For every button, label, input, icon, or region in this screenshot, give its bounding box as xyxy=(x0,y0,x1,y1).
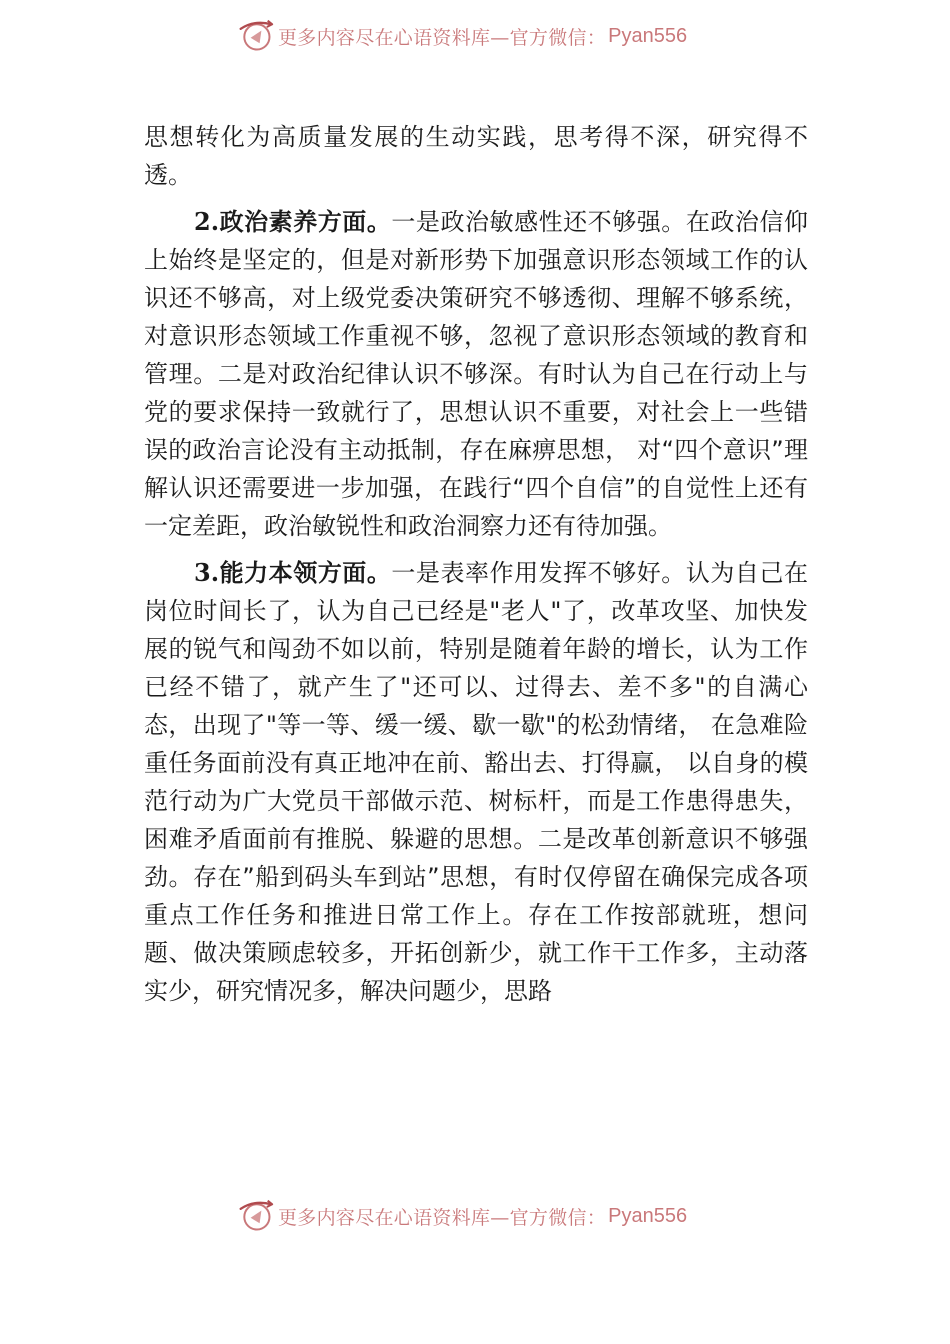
document-body xyxy=(144,118,808,1010)
banner-text: 更多内容尽在心语资料库—官方微信： xyxy=(278,26,607,49)
brand-logo-icon xyxy=(238,1198,274,1234)
section-3-number: 3. xyxy=(194,558,220,587)
section-3-body: 一是表率作用发挥不够好。认为自己在岗位时间长了，认为自己已经是"老人"了，改革攻坚、加快发展的锐气和闯劲不如以前，特别是随着年龄的增长，认为工作已经不错了，就产生了"还可以、过得去、差不多"的自满心态，出现了"等一等、缓一缓、歇一歇"的松劲情绪， 在急难险重任务面前没有真正地冲在前、豁出去、打得赢， 以自身的模范行动为广大党员干部做示范、树标杆，而是工作患得患失，困难矛盾面前有推脱、躲避的思想。二是改革创新意识不够强劲。存在”船到码头车到站”思想，有时仅停留在确保完成各项重点工作任务和推进日常工作上。存在工作按部就班，想问题、做决策顾虑较多，开拓创新少，就工作干工作多，主动落实少，研究情况多，解决问题少，思路 xyxy=(144,559,808,1005)
section-2-heading: 政治素养方面。 xyxy=(219,208,392,236)
paragraph-continuation: 思想转化为高质量发展的生动实践，思考得不深，研究得不透。 xyxy=(144,123,808,189)
banner-wechat-id: Pyan556 xyxy=(608,1204,688,1227)
brand-logo-icon xyxy=(238,18,274,54)
header-banner xyxy=(238,16,687,56)
section-2-body: 一是政治敏感性还不够强。在政治信仰上始终是坚定的，但是对新形势下加强意识形态领域工作的认识还不够高，对上级党委决策研究不够透彻、理解不够系统，对意识形态领域工作重视不够，忽视了意识形态领域的教育和管理。二是对政治纪律认识不够深。有时认为自己在行动上与党的要求保持一致就行了，思想认识不重要，对社会上一些错误的政治言论没有主动抵制，存在麻痹思想， 对“四个意识”理解认识还需要进一步加强，在践行“四个自信”的自觉性上还有一定差距，政治敏锐性和政治洞察力还有待加强。 xyxy=(144,208,808,540)
banner-wechat-id: Pyan556 xyxy=(608,24,688,47)
footer-banner xyxy=(238,1196,687,1236)
paragraph-section-2 xyxy=(144,203,808,545)
section-2-number: 2. xyxy=(194,207,220,236)
paragraph-section-3 xyxy=(144,554,808,1010)
section-3-heading: 能力本领方面。 xyxy=(219,559,392,587)
banner-text: 更多内容尽在心语资料库—官方微信： xyxy=(278,1206,607,1229)
